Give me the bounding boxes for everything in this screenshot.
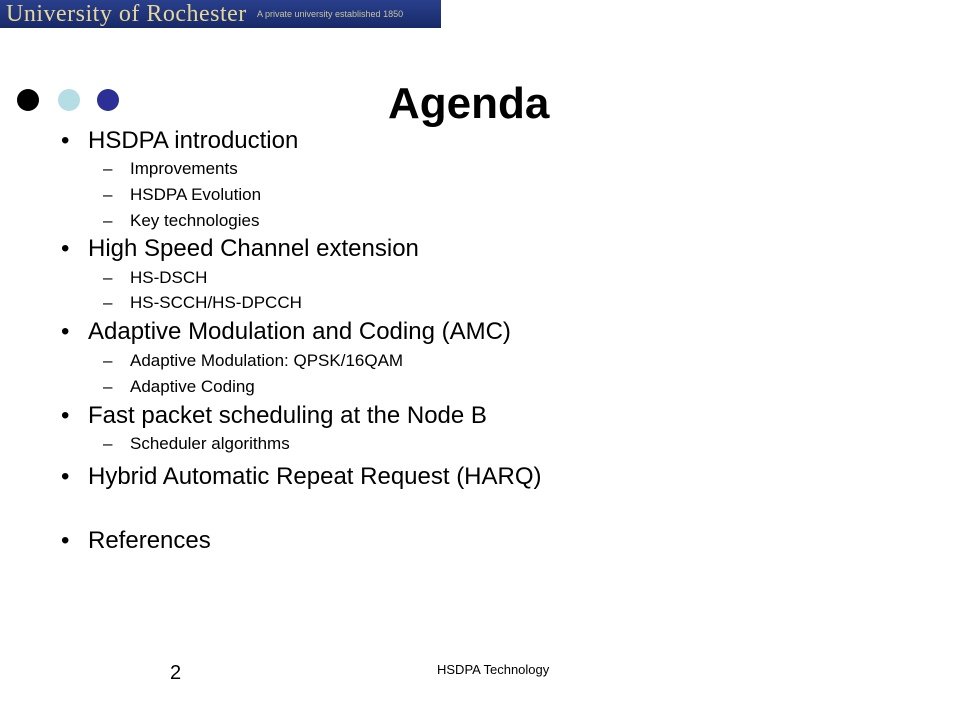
agenda-item-text: Adaptive Modulation and Coding (AMC) bbox=[88, 318, 511, 345]
banner-university-name: University of Rochester bbox=[6, 1, 247, 27]
agenda-item-text: References bbox=[88, 527, 211, 554]
banner-tagline: A private university established 1850 bbox=[257, 9, 404, 19]
bullet-icon: • bbox=[61, 463, 70, 490]
dash-icon: – bbox=[103, 293, 113, 312]
dash-icon: – bbox=[103, 351, 113, 370]
dash-icon: – bbox=[103, 377, 113, 396]
agenda-item-text: High Speed Channel extension bbox=[88, 235, 419, 262]
bullet-icon: • bbox=[61, 318, 70, 345]
agenda-subitem-text: HSDPA Evolution bbox=[130, 185, 262, 204]
dash-icon: – bbox=[103, 159, 113, 178]
dash-icon: – bbox=[103, 185, 113, 204]
bullet-icon: • bbox=[61, 402, 70, 429]
bullet-icon: • bbox=[61, 235, 70, 262]
footer-title: HSDPA Technology bbox=[437, 662, 550, 677]
dash-icon: – bbox=[103, 434, 113, 453]
agenda-subitem-text: HS-DSCH bbox=[130, 268, 208, 287]
slide-page-number: 2 bbox=[170, 662, 182, 684]
dash-icon: – bbox=[103, 268, 113, 287]
agenda-subitem-text: Scheduler algorithms bbox=[130, 434, 290, 453]
agenda-subitem-text: Adaptive Coding bbox=[130, 377, 255, 396]
agenda-item-text: Hybrid Automatic Repeat Request (HARQ) bbox=[88, 463, 542, 490]
agenda-item-text: Fast packet scheduling at the Node B bbox=[88, 402, 487, 429]
agenda-subitem-text: Adaptive Modulation: QPSK/16QAM bbox=[130, 351, 404, 370]
bullet-icon: • bbox=[61, 527, 70, 554]
dash-icon: – bbox=[103, 211, 113, 230]
slide-title: Agenda bbox=[388, 79, 550, 128]
agenda-item-text: HSDPA introduction bbox=[88, 127, 299, 154]
agenda-subitem-text: Key technologies bbox=[130, 211, 260, 230]
agenda-subitem-text: Improvements bbox=[130, 159, 238, 178]
bullet-icon: • bbox=[61, 127, 70, 154]
agenda-subitem-text: HS-SCCH/HS-DPCCH bbox=[130, 293, 302, 312]
